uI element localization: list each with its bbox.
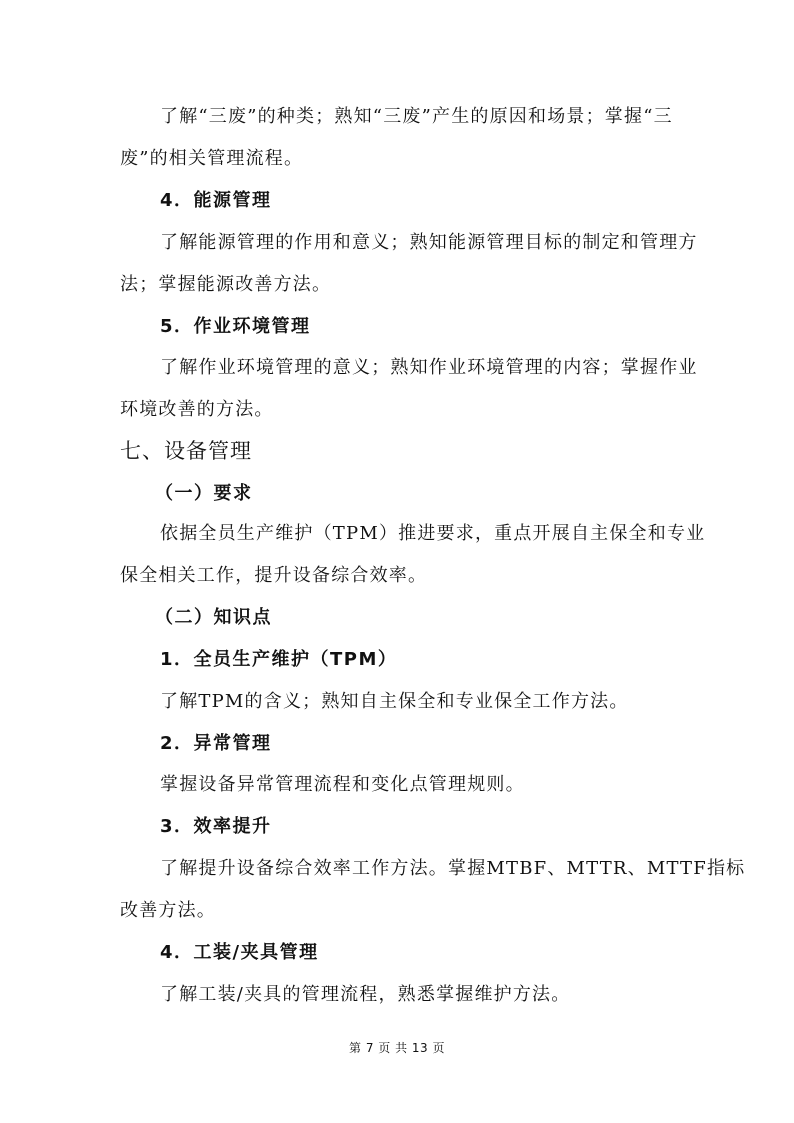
paragraph-line: 了解作业环境管理的意义；熟知作业环境管理的内容；掌握作业 xyxy=(160,357,698,378)
section-heading-abnormality: 2．异常管理 xyxy=(160,733,272,754)
paragraph-line: 了解“三废”的种类；熟知“三废”产生的原因和场景；掌握“三 xyxy=(160,106,673,127)
section-heading-tpm: 1．全员生产维护（TPM） xyxy=(160,649,398,670)
page-footer: 第 7 页 共 13 页 xyxy=(349,1041,445,1055)
paragraph-line: 了解工装/夹具的管理流程，熟悉掌握维护方法。 xyxy=(160,984,571,1005)
subsection-heading-knowledge-points: （二）知识点 xyxy=(155,607,272,628)
paragraph-line: 保全相关工作，提升设备综合效率。 xyxy=(120,565,428,586)
subsection-heading-requirements: （一）要求 xyxy=(155,483,253,504)
paragraph-line: 掌握设备异常管理流程和变化点管理规则。 xyxy=(160,774,525,795)
paragraph-line: 环境改善的方法。 xyxy=(120,399,274,420)
paragraph-line: 了解TPM的含义；熟知自主保全和专业保全工作方法。 xyxy=(160,691,629,712)
paragraph-line: 了解提升设备综合效率工作方法。掌握MTBF、MTTR、MTTF指标 xyxy=(160,858,746,879)
paragraph-line: 依据全员生产维护（TPM）推进要求，重点开展自主保全和专业 xyxy=(160,523,706,544)
paragraph-line: 法；掌握能源改善方法。 xyxy=(120,274,332,295)
section-heading-work-environment: 5．作业环境管理 xyxy=(160,316,311,337)
section-heading-efficiency: 3．效率提升 xyxy=(160,816,272,837)
chapter-heading-equipment: 七、设备管理 xyxy=(120,439,252,463)
section-heading-fixtures: 4．工装/夹具管理 xyxy=(160,942,319,963)
paragraph-line: 废”的相关管理流程。 xyxy=(120,148,304,169)
paragraph-line: 了解能源管理的作用和意义；熟知能源管理目标的制定和管理方 xyxy=(160,232,698,253)
paragraph-line: 改善方法。 xyxy=(120,900,216,921)
section-heading-energy: 4．能源管理 xyxy=(160,190,272,211)
